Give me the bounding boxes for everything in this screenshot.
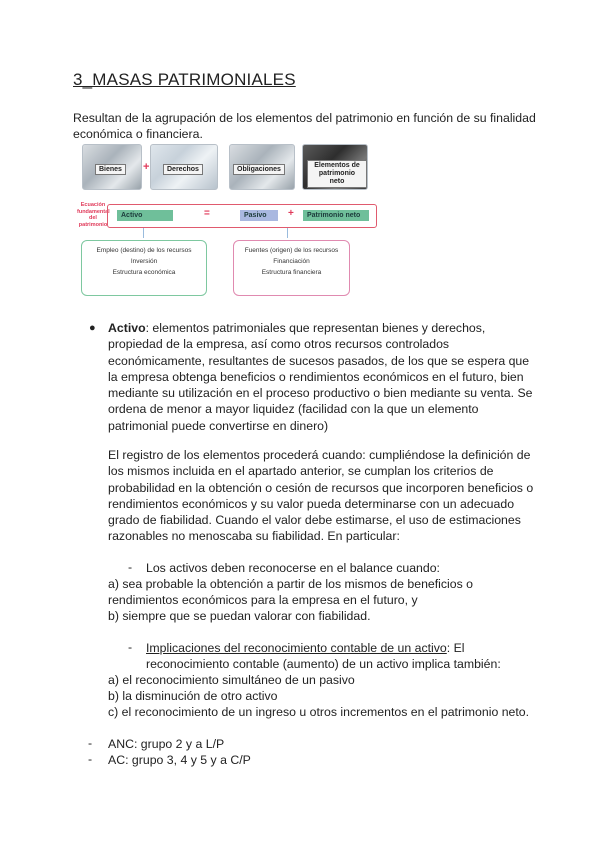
activo-term: Activo — [108, 321, 146, 335]
equals-sign: = — [204, 208, 210, 219]
cell-pasivo: Pasivo — [240, 210, 278, 221]
reconocer-b: b) siempre que se puedan valorar con fiabilidad. — [108, 609, 371, 623]
equation-label: Ecuación fundamental del patrimonio — [77, 202, 110, 228]
intro-paragraph: Resultan de la agrupación de los elementos del patrimonio en función de su finalidad económica o financiera. — [73, 111, 536, 142]
dash-marker: - — [128, 640, 133, 654]
dash-marker: - — [128, 560, 133, 574]
plus-sign-equation: + — [288, 208, 294, 219]
section-heading: 3_MASAS PATRIMONIALES — [73, 70, 296, 89]
masas-patrimoniales-diagram — [77, 144, 377, 296]
implicaciones-c: c) el reconocimiento de un ingreso u otros incrementos en el patrimonio neto. — [108, 705, 530, 719]
connector-left — [143, 228, 144, 238]
cell-activo: Activo — [117, 210, 173, 221]
cell-patrimonio-neto: Patrimonio neto — [303, 210, 369, 221]
activo-definition: Activo: elementos patrimoniales que representan bienes y derechos, propiedad de la empresa, así como otros recursos controlados económicamente, resultantes de sucesos pasados, de los que se espera que la empresa obtenga beneficios o rendimientos económicos en el futuro, bien mediante su utilización en el proceso productivo o bien mediante su venta. Se ordena de menor a mayor liquidez (facilidad con la que un elemento patrimonial puede convertirse en dinero) — [108, 321, 533, 433]
tag-obligaciones: Obligaciones — [233, 164, 285, 175]
reconocer-title: Los activos deben reconocerse en el balance cuando: — [146, 561, 440, 575]
dash-marker: - — [88, 736, 93, 750]
box-estructura-financiera: Fuentes (origen) de los recursos Financiación Estructura financiera — [233, 240, 350, 296]
tag-patrimonio-neto: Elementos de patrimonio neto — [307, 160, 367, 188]
implicaciones-title: Implicaciones del reconocimiento contable de un activo: El reconocimiento contable (aumento) de un activo implica también: — [146, 641, 501, 672]
box-estructura-economica: Empleo (destino) de los recursos Inversión Estructura económica — [81, 240, 207, 296]
bullet-dot: ● — [89, 322, 96, 334]
implicaciones-a: a) el reconocimiento simultáneo de un pasivo — [108, 673, 355, 687]
tag-derechos: Derechos — [163, 164, 203, 175]
group-ac: AC: grupo 3, 4 y 5 y a C/P — [108, 753, 251, 767]
connector-right — [287, 228, 288, 238]
reconocer-a: a) sea probable la obtención a partir de los mismos de beneficios o rendimientos económicos para la empresa en el futuro, y — [108, 577, 474, 608]
registro-paragraph: El registro de los elementos procederá cuando: cumpliéndose la definición de los mismos incluida en el apartado anterior, se cumplan los criterios de probabilidad en la obtención o cesión de recursos que incorporen beneficios o rendimientos económicos y su valor pueda determinarse con un adecuado grado de fiabilidad. Cuando el valor debe estimarse, el uso de estimaciones razonables no menoscaba su fiabilidad. En particular: — [108, 448, 534, 544]
implicaciones-b: b) la disminución de otro activo — [108, 689, 278, 703]
group-anc: ANC: grupo 2 y a L/P — [108, 737, 225, 751]
tag-bienes: Bienes — [95, 164, 126, 175]
dash-marker: - — [88, 752, 93, 766]
plus-sign: + — [143, 161, 150, 173]
